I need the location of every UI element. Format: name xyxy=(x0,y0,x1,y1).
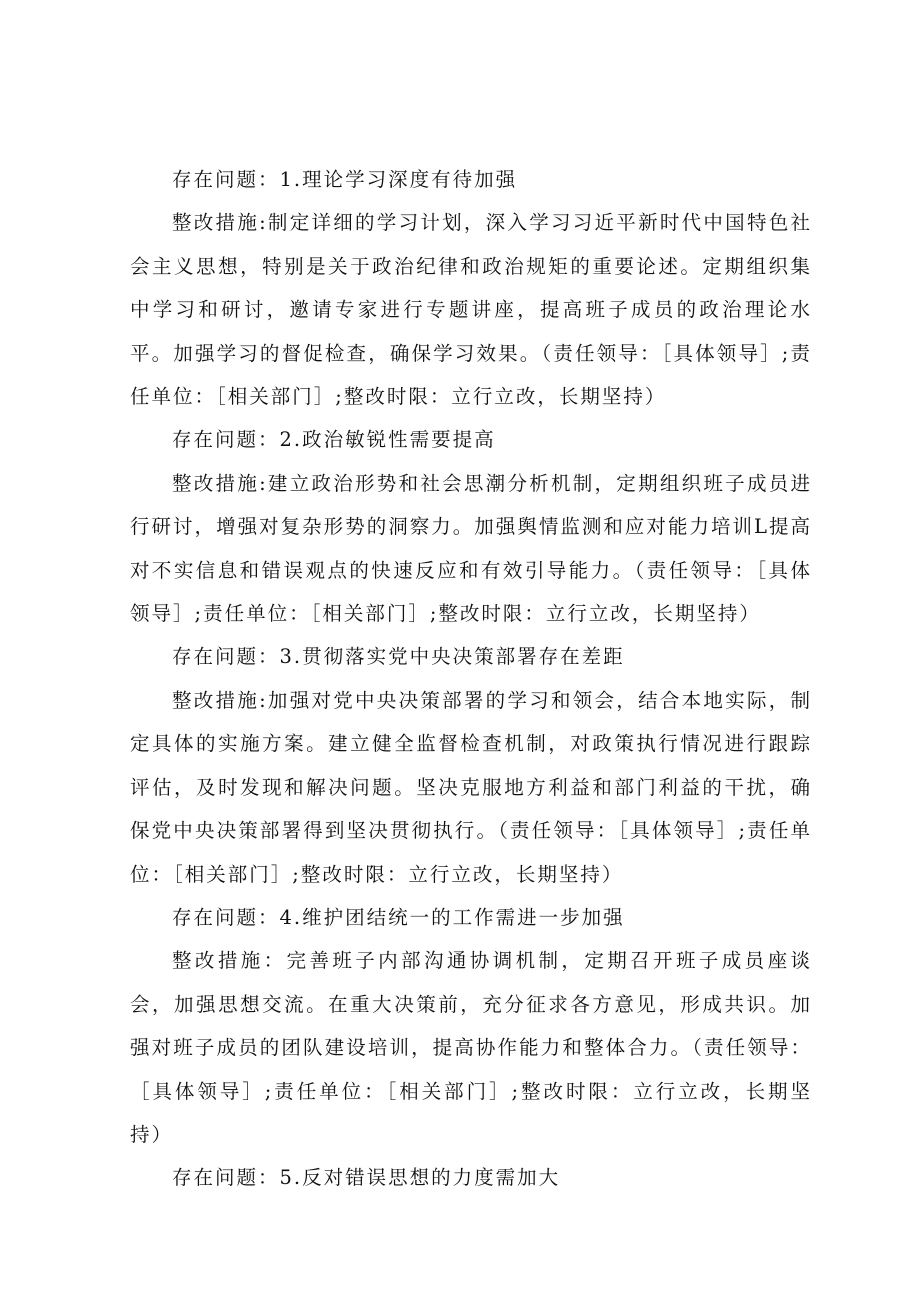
measure-3: 整改措施:加强对党中央决策部署的学习和领会，结合本地实际，制定具体的实施方案。建立健全监督检查机制，对政策执行情况进行跟踪评估，及时发现和解决问题。坚决克服地方利益和部门利益的干扰，确保党中央决策部署得到坚决贯彻执行。（责任领导：［具体领导］;责任单位：［相关部门］;整改时限：立行立改，长期坚持） xyxy=(130,688,812,886)
issue-1: 存在问题：1.理论学习深度有待加强 xyxy=(172,168,518,191)
measure-2: 整改措施:建立政治形势和社会思潮分析机制，定期组织班子成员进行研讨，增强对复杂形势的洞察力。加强舆情监测和应对能力培训L提高对不实信息和错误观点的快速反应和有效引导能力。（责任领导：［具体领导］;责任单位：［相关部门］;整改时限：立行立改，长期坚持） xyxy=(130,471,812,626)
issue-5: 存在问题：5.反对错误思想的力度需加大 xyxy=(172,1166,561,1190)
issue-3: 存在问题：3.贯彻落实党中央决策部署存在差距 xyxy=(172,645,625,669)
measure-4: 整改措施：完善班子内部沟通协调机制，定期召开班子成员座谈会，加强思想交流。在重大决策前，充分征求各方意见，形成共识。加强对班子成员的团队建设培训，提高协作能力和整体合力。（责任领导：［具体领导］;责任单位：［相关部门］;整改时限：立行立改，长期坚持） xyxy=(130,949,812,1146)
measure-1: 整改措施:制定详细的学习计划，深入学习习近平新时代中国特色社会主义思想，特别是关于政治纪律和政治规矩的重要论述。定期组织集中学习和研讨，邀请专家进行专题讲座，提高班子成员的政治理论水平。加强学习的督促检查，确保学习效果。（责任领导：［具体领导］;责任单位：［相关部门］;整改时限：立行立改，长期坚持） xyxy=(130,211,812,409)
document-page xyxy=(130,158,812,1200)
issue-2: 存在问题：2.政治敏锐性需要提高 xyxy=(172,428,496,452)
issue-4: 存在问题：4.维护团结统一的工作需进一步加强 xyxy=(172,905,625,929)
